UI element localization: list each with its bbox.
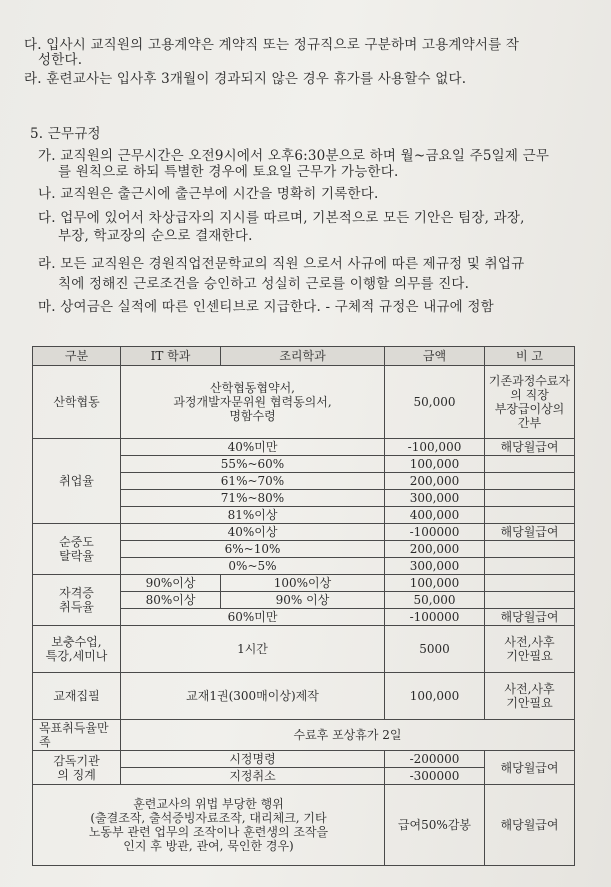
rule-ra-line1: 라. 모든 교직원은 경원직업전문학교의 직원 으로서 사규에 따른 제규정 및 취업규 (38, 256, 525, 272)
row-label: 취업율 (33, 439, 121, 524)
label-line: 의 징계 (57, 767, 96, 782)
cell-amount: 100,000 (385, 575, 485, 592)
cell-note: 해당월급여 (485, 524, 575, 541)
violation-line: (출결조작, 출석증빙자료조작, 대리체크, 기타 (90, 811, 327, 825)
rule-da-line1: 다. 업무에 있어서 차상급자의 지시를 따르며, 기본적으로 모든 기안은 팀장, 과장, (38, 210, 525, 226)
cell-cook: 90% 이상 (221, 592, 385, 609)
violation-line: 훈련교사의 위법 부당한 행위 (133, 797, 284, 811)
label-line: 순중도 (59, 535, 94, 549)
label-line: 자격증 (59, 586, 94, 600)
cell-content (121, 366, 385, 439)
cell-amount: 100,000 (385, 673, 485, 720)
cell-criterion: 60%미만 (121, 609, 385, 626)
cell-note: 해당월급여 (485, 785, 575, 866)
cell-criterion: 61%~70% (121, 473, 385, 490)
cell-note (485, 473, 575, 490)
cell-amount: -100000 (385, 524, 485, 541)
cell-content: 수료후 포상휴가 2일 (121, 720, 575, 751)
label-line: 보충수업, (51, 635, 102, 649)
cell-note: 해당월급여 (485, 751, 575, 785)
note-line: 기존과정수료자 (488, 374, 571, 388)
clause-da-line1: 다. 입사시 교직원의 고용계약은 계약직 또는 정규직으로 구분하며 고용계약서를 작 (24, 37, 520, 53)
rule-na: 나. 교직원은 출근시에 출근부에 시간을 명확히 기록한다. (38, 186, 379, 202)
rule-ra-line2: 칙에 정해진 근로조건을 승인하고 성실히 근로를 이행할 의무를 진다. (58, 276, 470, 292)
cell-note (485, 541, 575, 558)
cell-note (485, 507, 575, 524)
content-line: 명함수령 (229, 409, 276, 423)
violation-line: 노동부 관련 업무의 조작이나 훈련생의 조작을 (88, 825, 329, 839)
note-line: 간부 (517, 416, 542, 430)
cell-criterion: 71%~80% (121, 490, 385, 507)
row-label: 목표취득율만족 (33, 720, 121, 751)
cell-amount: -100000 (385, 609, 485, 626)
cell-criterion: 81%이상 (121, 507, 385, 524)
content-line: 산학협동협약서, (210, 381, 295, 395)
section-heading: 5. 근무규정 (30, 126, 101, 142)
clause-ra: 라. 훈련교사는 입사후 3개월이 경과되지 않은 경우 휴가를 사용할수 없다. (24, 71, 467, 87)
label-line: 특강,세미나 (45, 649, 108, 663)
cell-amount: 300,000 (385, 558, 485, 575)
rule-da-line2: 부장, 학교장의 순으로 결재한다. (58, 228, 253, 244)
rule-ma: 마. 상여금은 실적에 따른 인센티브로 지급한다. - 구체적 규정은 내규에 정함 (38, 299, 494, 315)
cell-content: 교재1권(300매이상)제작 (121, 673, 385, 720)
cell-cook: 100%이상 (221, 575, 385, 592)
row-label: 교재집필 (33, 673, 121, 720)
cell-amount: 5000 (385, 626, 485, 673)
row-label (33, 751, 121, 785)
row-label: 산학협동 (33, 366, 121, 439)
note-line: 사전,사후 (504, 635, 555, 649)
cell-amount: 100,000 (385, 456, 485, 473)
header-it: IT 학과 (121, 347, 221, 366)
cell-note (485, 456, 575, 473)
cell-note (485, 366, 575, 439)
cell-note: 해당월급여 (485, 609, 575, 626)
cell-criterion: 지정취소 (121, 768, 385, 785)
label-line: 취득율 (59, 600, 94, 614)
label-line: 감독기관 (53, 753, 100, 768)
note-line: 사전,사후 (504, 682, 555, 696)
rule-ga-line2: 를 원칙으로 하되 특별한 경우에 토요일 근무가 가능한다. (58, 164, 399, 180)
violation-line: 인지 후 방관, 관여, 묵인한 경우) (123, 839, 294, 853)
label-line: 탈락율 (59, 549, 94, 563)
content-line: 과정개발자문위원 협력동의서, (173, 395, 332, 409)
incentive-table (32, 346, 575, 866)
cell-amount: -200000 (385, 751, 485, 768)
clause-da-line2: 성한다. (38, 52, 83, 68)
cell-note (485, 558, 575, 575)
cell-amount: 50,000 (385, 592, 485, 609)
cell-criterion: 40%이상 (121, 524, 385, 541)
cell-criterion: 시정명령 (121, 751, 385, 768)
cell-it: 80%이상 (121, 592, 221, 609)
row-label (33, 575, 121, 626)
cell-it: 90%이상 (121, 575, 221, 592)
header-category: 구분 (33, 347, 121, 366)
header-note: 비 고 (485, 347, 575, 366)
cell-amount: -100,000 (385, 439, 485, 456)
note-line: 기안필요 (506, 649, 553, 663)
header-amount: 금액 (385, 347, 485, 366)
cell-note (485, 575, 575, 592)
cell-note (485, 592, 575, 609)
cell-criterion: 55%~60% (121, 456, 385, 473)
cell-amount: 400,000 (385, 507, 485, 524)
cell-amount: 300,000 (385, 490, 485, 507)
cell-amount: 200,000 (385, 473, 485, 490)
header-cook: 조리학과 (221, 347, 385, 366)
note-line: 기안필요 (506, 696, 553, 710)
cell-note: 해당월급여 (485, 439, 575, 456)
cell-note (485, 626, 575, 673)
cell-criterion: 40%미만 (121, 439, 385, 456)
cell-criterion: 6%~10% (121, 541, 385, 558)
cell-amount: 급여50%감봉 (385, 785, 485, 866)
cell-amount: -300000 (385, 768, 485, 785)
note-line: 부장급이상의 (494, 402, 565, 416)
cell-note (485, 673, 575, 720)
row-label (33, 524, 121, 575)
cell-violation (33, 785, 385, 866)
cell-content: 1시간 (121, 626, 385, 673)
rule-ga-line1: 가. 교직원의 근무시간은 오전9시에서 오후6:30분으로 하며 월~금요일 주5일제 근무 (38, 148, 550, 164)
note-line: 의 직장 (510, 388, 549, 402)
cell-note (485, 490, 575, 507)
cell-criterion: 0%~5% (121, 558, 385, 575)
cell-amount: 50,000 (385, 366, 485, 439)
cell-amount: 200,000 (385, 541, 485, 558)
row-label (33, 626, 121, 673)
